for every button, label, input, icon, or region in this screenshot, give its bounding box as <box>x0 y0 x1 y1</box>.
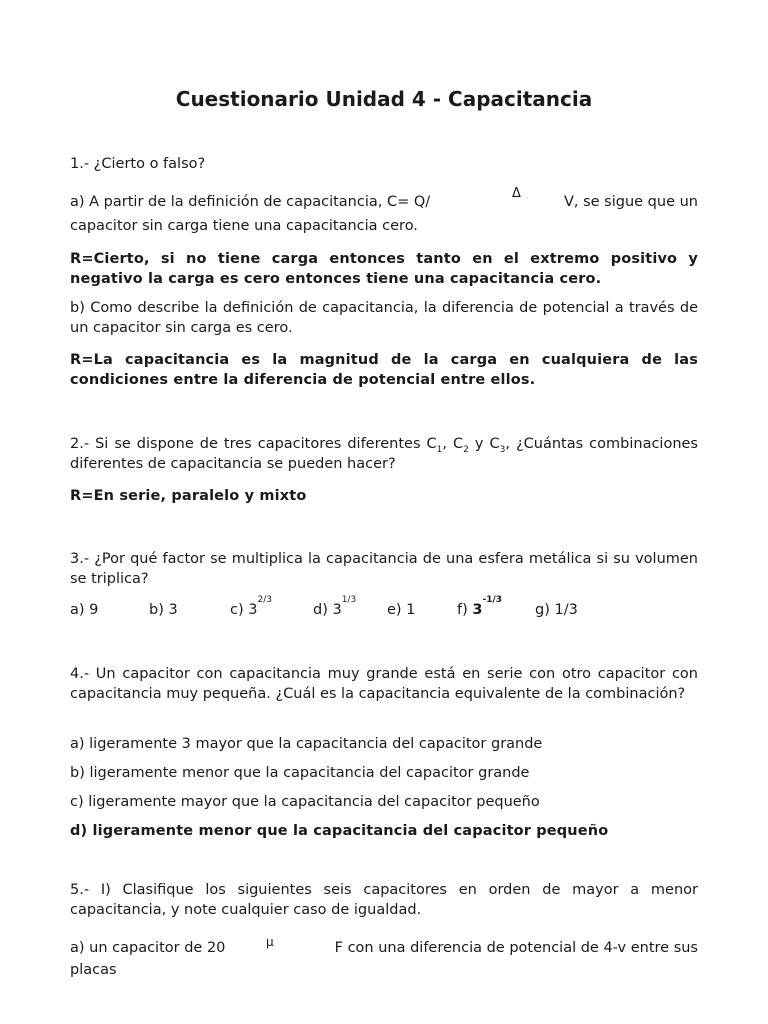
q3-option-d-exp: 1/3 <box>341 595 357 606</box>
answer-2: R=En serie, paralelo y mixto <box>70 488 307 504</box>
q3-option-d-base: d) 3 <box>313 602 342 618</box>
q3-option-b: b) 3 <box>149 602 178 618</box>
question-5a-line2: placas <box>70 962 117 978</box>
q4-option-d: d) ligeramente menor que la capacitancia del capacitor pequeño <box>70 823 609 839</box>
q2-text-4: , ¿Cuántas combinaciones diferentes de capacitancia se pueden hacer? <box>70 436 698 472</box>
q4-option-b: b) ligeramente menor que la capacitancia del capacitor grande <box>70 765 530 781</box>
question-2 <box>70 434 698 474</box>
question-1a-prefix: a) A partir de la definición de capacitancia, C= Q/ <box>70 194 431 210</box>
q2-sub-2: 2 <box>463 444 469 455</box>
q3-option-c <box>230 595 272 620</box>
q3-option-c-exp: 2/3 <box>257 595 272 606</box>
answer-1a: R=Cierto, si no tiene carga entonces tanto en el extremo positivo y negativo la carga es cero entonces tiene una capacitancia cero. <box>70 251 698 287</box>
q4-option-a: a) ligeramente 3 mayor que la capacitancia del capacitor grande <box>70 736 543 752</box>
q3-option-a: a) 9 <box>70 602 99 618</box>
q3-option-g: g) 1/3 <box>535 602 578 618</box>
question-1b: b) Como describe la definición de capacitancia, la diferencia de potencial a través de un capacitor sin carga es cero. <box>70 300 698 336</box>
q4-option-c: c) ligeramente mayor que la capacitancia del capacitor pequeño <box>70 794 540 810</box>
q3-option-c-base: c) 3 <box>230 602 258 618</box>
q2-text-3: y C <box>468 436 500 452</box>
q2-text-2: , C <box>442 436 464 452</box>
q2-sub-1: 1 <box>436 444 443 455</box>
q3-option-e: e) 1 <box>387 602 416 618</box>
q2-text-1: 2.- Si se dispone de tres capacitores diferentes C <box>70 436 437 452</box>
q3-option-d <box>313 595 357 620</box>
q3-option-f-exp: -1/3 <box>482 595 503 606</box>
q2-sub-3: 3 <box>499 444 506 455</box>
mu-symbol: μ <box>266 935 274 949</box>
question-5a-suffix: F con una diferencia de potencial de 4-v entre sus <box>334 940 698 956</box>
document-title: Cuestionario Unidad 4 - Capacitancia <box>175 87 593 111</box>
question-5: 5.- I) Clasifique los siguientes seis capacitores en orden de mayor a menor capacitancia, y note cualquier caso de igualdad. <box>70 882 698 918</box>
q3-option-f-base: 3 <box>472 602 483 618</box>
question-3: 3.- ¿Por qué factor se multiplica la capacitancia de una esfera metálica si su volumen se triplica? <box>70 551 698 587</box>
delta-symbol: Δ <box>512 186 521 201</box>
q3-option-f-prefix: f) <box>457 602 473 618</box>
question-1-header: 1.- ¿Cierto o falso? <box>70 156 206 172</box>
answer-1b: R=La capacitancia es la magnitud de la carga en cualquiera de las condiciones entre la diferencia de potencial entre ellos. <box>70 352 698 388</box>
question-4: 4.- Un capacitor con capacitancia muy grande está en serie con otro capacitor con capacitancia muy pequeña. ¿Cuál es la capacitancia equivalente de la combinación? <box>70 666 698 702</box>
question-1a-suffix: V, se sigue que un <box>563 194 698 210</box>
question-5a-prefix: a) un capacitor de 20 <box>70 940 226 956</box>
q3-option-f <box>457 595 503 620</box>
question-1a-line2: capacitor sin carga tiene una capacitancia cero. <box>70 218 418 234</box>
